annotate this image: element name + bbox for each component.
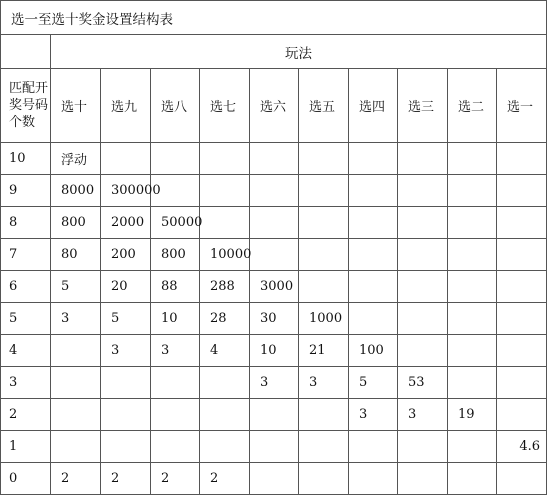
prize-cell: [51, 399, 101, 431]
match-count-cell: 6: [1, 271, 51, 303]
prize-cell: 5: [349, 367, 398, 399]
prize-cell: 5: [101, 303, 151, 335]
prize-cell: [448, 335, 497, 367]
prize-cell: 28: [200, 303, 250, 335]
table-row: [1, 367, 547, 399]
prize-cell: 288: [200, 271, 250, 303]
table-row: [1, 207, 547, 239]
prize-cell: [349, 463, 398, 495]
prize-cell: [151, 367, 200, 399]
table-row: [1, 463, 547, 495]
prize-cell: [299, 463, 349, 495]
table-row: [1, 431, 547, 463]
prize-cell: 2: [200, 463, 250, 495]
prize-cell: [497, 367, 547, 399]
prize-cell: [250, 431, 299, 463]
prize-cell: 3: [398, 399, 448, 431]
prize-cell: [101, 143, 151, 175]
column-header: 选四: [349, 69, 398, 143]
prize-cell: 2: [51, 463, 101, 495]
prize-cell: [398, 303, 448, 335]
prize-cell: 30: [250, 303, 299, 335]
prize-cell: [497, 143, 547, 175]
table-row: [1, 399, 547, 431]
prize-cell: [299, 143, 349, 175]
prize-cell: [398, 175, 448, 207]
table-row: [1, 239, 547, 271]
group-header-row: [1, 35, 547, 69]
prize-cell: 50000: [151, 207, 200, 239]
prize-cell: 53: [398, 367, 448, 399]
prize-cell: [151, 143, 200, 175]
prize-cell: [448, 271, 497, 303]
prize-cell: 3: [250, 367, 299, 399]
column-header: 选八: [151, 69, 200, 143]
prize-cell: 4: [200, 335, 250, 367]
prize-cell: [349, 303, 398, 335]
prize-cell: [497, 303, 547, 335]
prize-cell: [200, 175, 250, 207]
prize-cell: [200, 431, 250, 463]
prize-cell: [200, 367, 250, 399]
prize-cell: 200: [101, 239, 151, 271]
column-header: 选六: [250, 69, 299, 143]
prize-cell: [151, 431, 200, 463]
prize-cell: 10: [151, 303, 200, 335]
table-row: [1, 175, 547, 207]
prize-cell: 21: [299, 335, 349, 367]
match-count-cell: 7: [1, 239, 51, 271]
prize-cell: 4.6: [497, 431, 547, 463]
match-count-cell: 9: [1, 175, 51, 207]
prize-cell: [448, 239, 497, 271]
prize-cell: 3000: [250, 271, 299, 303]
prize-cell: [448, 207, 497, 239]
prize-cell: [299, 239, 349, 271]
prize-cell: [151, 399, 200, 431]
match-count-cell: 10: [1, 143, 51, 175]
prize-cell: [448, 367, 497, 399]
prize-cell: [448, 143, 497, 175]
match-count-cell: 8: [1, 207, 51, 239]
prize-cell: 5: [51, 271, 101, 303]
prize-cell: 1000: [299, 303, 349, 335]
prize-cell: [299, 431, 349, 463]
prize-cell: 8000: [51, 175, 101, 207]
prize-cell: [398, 207, 448, 239]
prize-cell: [299, 271, 349, 303]
match-count-cell: 5: [1, 303, 51, 335]
prize-cell: 88: [151, 271, 200, 303]
column-header-row: [1, 69, 547, 143]
column-header: 选一: [497, 69, 547, 143]
prize-cell: [497, 271, 547, 303]
column-header: 选十: [51, 69, 101, 143]
prize-cell: [497, 399, 547, 431]
column-header: 选七: [200, 69, 250, 143]
prize-cell: 20: [101, 271, 151, 303]
prize-cell: 3: [151, 335, 200, 367]
prize-cell: [448, 175, 497, 207]
match-count-cell: 1: [1, 431, 51, 463]
prize-cell: 100: [349, 335, 398, 367]
match-count-cell: 2: [1, 399, 51, 431]
prize-cell: 2: [151, 463, 200, 495]
prize-cell: 3: [349, 399, 398, 431]
prize-cell: [398, 463, 448, 495]
prize-cell: [349, 207, 398, 239]
match-count-cell: 0: [1, 463, 51, 495]
prize-cell: 3: [299, 367, 349, 399]
prize-cell: [200, 399, 250, 431]
title-row: [1, 1, 547, 35]
prize-cell: [349, 143, 398, 175]
prize-cell: [299, 175, 349, 207]
prize-cell: [51, 431, 101, 463]
prize-cell: [448, 303, 497, 335]
prize-cell: [398, 143, 448, 175]
column-header: 选三: [398, 69, 448, 143]
prize-cell: [497, 207, 547, 239]
table-row: [1, 271, 547, 303]
prize-cell: [349, 431, 398, 463]
prize-cell: [51, 335, 101, 367]
match-count-cell: 4: [1, 335, 51, 367]
table-row: [1, 143, 547, 175]
prize-cell: 3: [101, 335, 151, 367]
prize-cell: 2: [101, 463, 151, 495]
prize-cell: [497, 335, 547, 367]
prize-cell: [497, 239, 547, 271]
column-header: 选五: [299, 69, 349, 143]
column-header: 选二: [448, 69, 497, 143]
prize-cell: 80: [51, 239, 101, 271]
table-row: [1, 303, 547, 335]
prize-cell: [101, 431, 151, 463]
prize-cell: [250, 399, 299, 431]
prize-cell: [497, 175, 547, 207]
prize-cell: 10000: [200, 239, 250, 271]
match-count-header: 匹配开奖号码个数: [1, 69, 51, 143]
prize-cell: [398, 271, 448, 303]
prize-cell: [299, 399, 349, 431]
prize-cell: 19: [448, 399, 497, 431]
prize-cell: 3: [51, 303, 101, 335]
prize-cell: [250, 463, 299, 495]
table-row: [1, 335, 547, 367]
empty-corner-cell: [1, 35, 51, 69]
prize-cell: [398, 335, 448, 367]
prize-cell: 10: [250, 335, 299, 367]
prize-cell: [349, 239, 398, 271]
prize-cell: [51, 367, 101, 399]
play-type-header: 玩法: [51, 35, 547, 69]
prize-cell: 300000: [101, 175, 151, 207]
prize-cell: [398, 431, 448, 463]
prize-cell: 2000: [101, 207, 151, 239]
prize-cell: [101, 399, 151, 431]
prize-cell: [250, 207, 299, 239]
prize-cell: [200, 143, 250, 175]
prize-cell: 800: [51, 207, 101, 239]
prize-cell: [497, 463, 547, 495]
prize-cell: [448, 431, 497, 463]
prize-cell: 800: [151, 239, 200, 271]
prize-cell: 浮动: [51, 143, 101, 175]
prize-cell: [250, 239, 299, 271]
prize-cell: [250, 175, 299, 207]
prize-cell: [349, 175, 398, 207]
prize-cell: [250, 143, 299, 175]
table-body: [1, 1, 547, 495]
match-count-cell: 3: [1, 367, 51, 399]
prize-cell: [101, 367, 151, 399]
table-title: 选一至选十奖金设置结构表: [1, 1, 547, 35]
column-header: 选九: [101, 69, 151, 143]
prize-cell: [299, 207, 349, 239]
prize-cell: [398, 239, 448, 271]
prize-cell: [349, 271, 398, 303]
prize-cell: [448, 463, 497, 495]
prize-cell: [200, 207, 250, 239]
